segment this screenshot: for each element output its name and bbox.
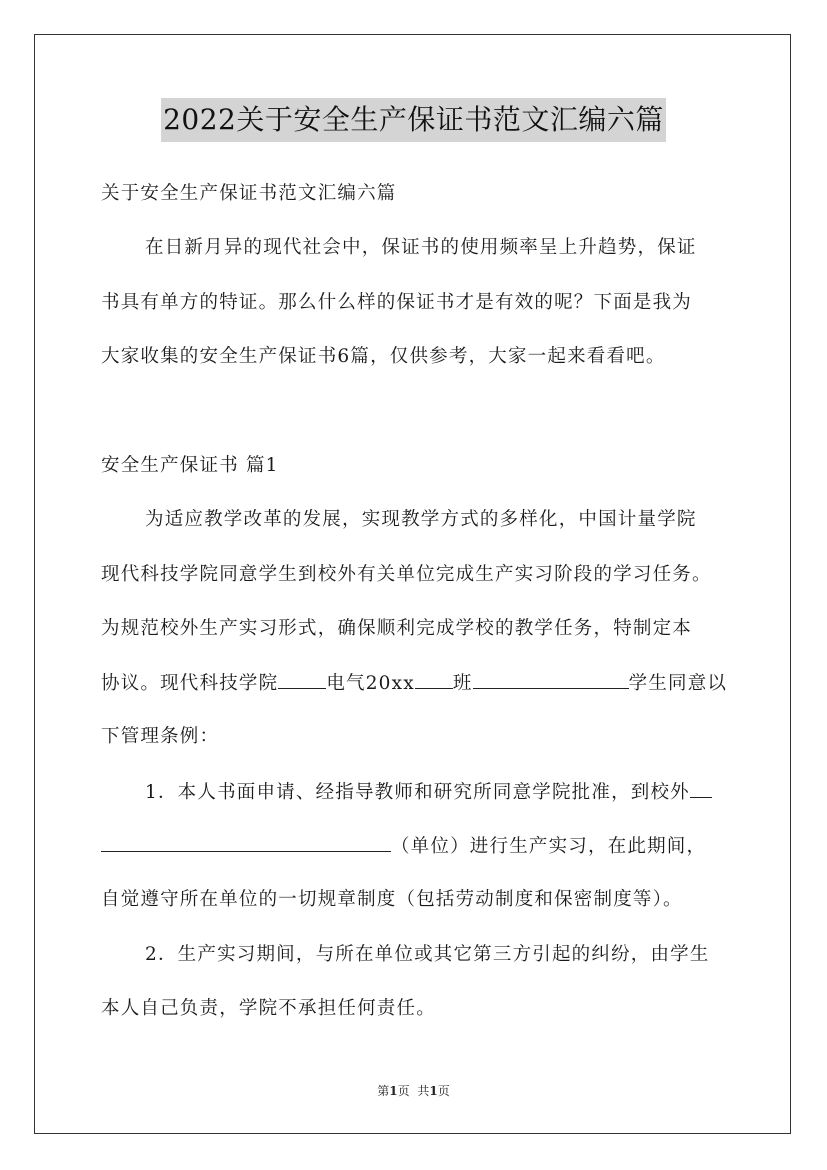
- item2-line-1: 2．生产实习期间，与所在单位或其它第三方引起的纠纷，由学生: [145, 944, 710, 965]
- footer-page-prefix: 第: [377, 1084, 390, 1098]
- paragraph1-line-5: 下管理条例：: [101, 726, 220, 747]
- item1-line-3: 自觉遵守所在单位的一切规章制度（包括劳动制度和保密制度等）。: [101, 889, 683, 910]
- paragraph1-line-4: [101, 670, 727, 697]
- blank-line: [690, 779, 712, 798]
- title-container: [0, 98, 827, 142]
- paragraph1-line-1: 为适应教学改革的发展，实现教学方式的多样化，中国计量学院: [145, 509, 697, 530]
- footer-total-number: 1: [429, 1084, 438, 1098]
- blank-line: [101, 833, 391, 852]
- blank-line: [415, 670, 453, 689]
- footer-page-suffix: 页: [397, 1084, 410, 1098]
- document-subtitle: 关于安全生产保证书范文汇编六篇: [101, 183, 397, 204]
- intro-line-1: 在日新月异的现代社会中，保证书的使用频率呈上升趋势，保证: [145, 237, 697, 258]
- document-title: 2022关于安全生产保证书范文汇编六篇: [161, 98, 666, 142]
- intro-line-2: 书具有单方的特证。那么什么样的保证书才是有效的呢？下面是我为: [101, 292, 693, 313]
- item1-text-2: （单位）进行生产实习，在此期间，: [391, 836, 707, 857]
- paragraph1-text-d: 学生同意以: [628, 673, 728, 694]
- paragraph1-line-3: 为规范校外生产实习形式，确保顺利完成学校的教学任务，特制定本: [101, 618, 693, 639]
- footer-total-suffix: 页: [437, 1084, 450, 1098]
- item2-line-2: 本人自己负责，学院不承担任何责任。: [101, 998, 436, 1019]
- paragraph1-text-b: 电气20xx: [326, 673, 415, 694]
- blank-line: [278, 670, 326, 689]
- item1-text: 1．本人书面申请、经指导教师和研究所同意学院批准，到校外: [145, 782, 690, 803]
- blank-line: [473, 670, 629, 689]
- item1-line-1: [145, 779, 712, 806]
- paragraph1-line-2: 现代科技学院同意学生到校外有关单位完成生产实习阶段的学习任务。: [101, 564, 712, 585]
- intro-line-3: 大家收集的安全生产保证书6篇，仅供参考，大家一起来看看吧。: [101, 346, 666, 367]
- footer-page-number: 1: [389, 1084, 398, 1098]
- paragraph1-text-c: 班: [452, 673, 473, 694]
- item1-line-2: [101, 833, 706, 860]
- footer-total-prefix: 共: [417, 1084, 430, 1098]
- paragraph1-text-a: 协议。现代科技学院: [101, 673, 279, 694]
- section-heading: 安全生产保证书 篇1: [101, 455, 279, 476]
- page-footer: [0, 1083, 827, 1099]
